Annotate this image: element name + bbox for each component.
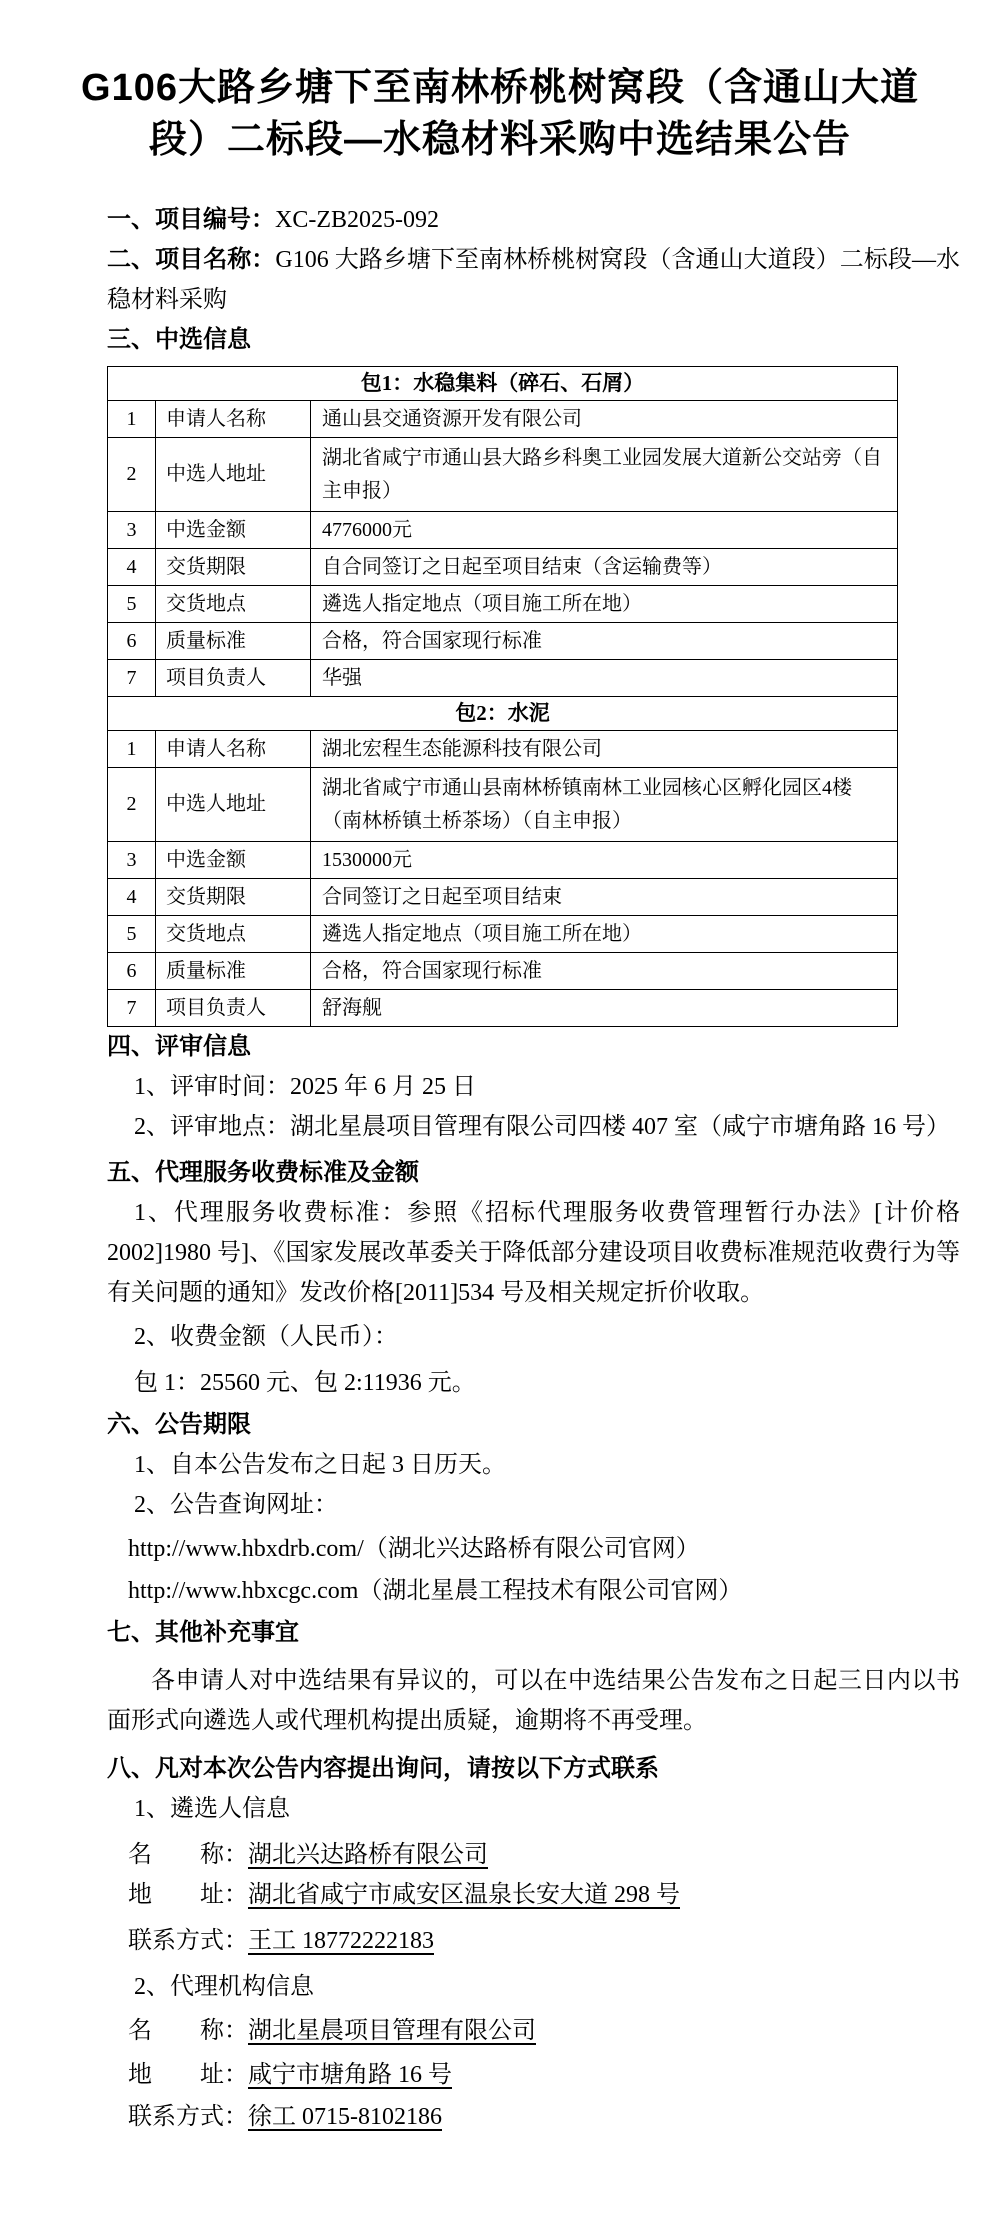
row-number: 6 <box>108 623 156 660</box>
package-2-title: 包2：水泥 <box>108 697 898 731</box>
package-2-header-row <box>108 697 898 731</box>
page-title-line-1: G106大路乡塘下至南林桥桃树窝段（含通山大道 <box>81 67 919 109</box>
row-label: 交货地点 <box>156 586 311 623</box>
notice-period-days-line: 1、自本公告发布之日起 3 日历天。 <box>134 1452 506 1478</box>
row-value: 舒海舰 <box>311 990 898 1027</box>
project-name-label: 二、项目名称： <box>107 246 276 273</box>
table-row <box>108 438 898 512</box>
agency-address-line <box>107 2055 960 2095</box>
row-label: 项目负责人 <box>156 990 311 1027</box>
row-value: 自合同签订之日起至项目结束（含运输费等） <box>311 549 898 586</box>
agency-name-label: 名 称： <box>128 2018 248 2044</box>
selector-phone-line <box>107 1921 960 1961</box>
selector-phone-value: 王工 18772222183 <box>248 1928 434 1954</box>
table-row <box>108 660 898 697</box>
review-place-line: 2、评审地点：湖北星晨项目管理有限公司四楼 407 室（咸宁市塘角路 16 号） <box>134 1114 950 1140</box>
section-heading-supplement: 七、其他补充事宜 <box>107 1619 299 1646</box>
table-row <box>108 768 898 842</box>
row-label: 质量标准 <box>156 953 311 990</box>
row-label: 交货期限 <box>156 549 311 586</box>
section-heading-agency-fee: 五、代理服务收费标准及金额 <box>107 1159 419 1186</box>
table-row <box>108 916 898 953</box>
row-number: 7 <box>108 990 156 1027</box>
row-value: 湖北省咸宁市通山县南林桥镇南林工业园核心区孵化园区4楼（南林桥镇土桥茶场）（自主申报） <box>311 768 898 842</box>
row-value: 合格，符合国家现行标准 <box>311 953 898 990</box>
agency-phone-value: 徐工 0715-8102186 <box>248 2104 442 2130</box>
section-heading-contact: 八、凡对本次公告内容提出询问，请按以下方式联系 <box>107 1755 659 1782</box>
supplement-paragraph: 各申请人对中选结果有异议的，可以在中选结果公告发布之日起三日内以书面形式向遴选人或代理机构提出质疑，逾期将不再受理。 <box>107 1668 960 1734</box>
row-number: 1 <box>108 401 156 438</box>
row-label: 交货地点 <box>156 916 311 953</box>
agency-name-line <box>107 2011 960 2051</box>
section-heading-selection-info: 三、中选信息 <box>107 326 251 353</box>
table-row <box>108 990 898 1027</box>
selector-address-label: 地 址： <box>128 1882 248 1908</box>
row-value: 华强 <box>311 660 898 697</box>
package-1-title: 包1：水稳集料（碎石、石屑） <box>108 367 898 401</box>
selector-name-line <box>107 1835 960 1875</box>
row-value: 合格，符合国家现行标准 <box>311 623 898 660</box>
page-title-line-2: 段）二标段—水稳材料采购中选结果公告 <box>148 119 851 161</box>
review-time-line: 1、评审时间：2025 年 6 月 25 日 <box>134 1074 476 1100</box>
row-number: 3 <box>108 512 156 549</box>
agency-address-label: 地 址： <box>128 2062 248 2088</box>
row-label: 中选人地址 <box>156 438 311 512</box>
selector-name-label: 名 称： <box>128 1842 248 1868</box>
project-name-line <box>107 240 960 320</box>
row-number: 4 <box>108 549 156 586</box>
project-number-value: XC-ZB2025-092 <box>275 207 439 233</box>
selection-table <box>107 366 898 1027</box>
selector-address-line <box>107 1875 960 1915</box>
table-row <box>108 549 898 586</box>
row-value: 遴选人指定地点（项目施工所在地） <box>311 916 898 953</box>
row-label: 质量标准 <box>156 623 311 660</box>
table-row <box>108 401 898 438</box>
row-value: 遴选人指定地点（项目施工所在地） <box>311 586 898 623</box>
row-number: 7 <box>108 660 156 697</box>
table-row <box>108 623 898 660</box>
fee-amount-label-line: 2、收费金额（人民币）： <box>134 1324 398 1350</box>
row-label: 中选金额 <box>156 512 311 549</box>
row-label: 交货期限 <box>156 879 311 916</box>
table-row <box>108 731 898 768</box>
notice-query-label-line: 2、公告查询网址： <box>134 1492 338 1518</box>
row-number: 5 <box>108 916 156 953</box>
notice-url-hbxcgc: http://www.hbxcgc.com（湖北星晨工程技术有限公司官网） <box>128 1578 743 1604</box>
row-number: 5 <box>108 586 156 623</box>
row-number: 2 <box>108 768 156 842</box>
project-number-line <box>107 200 960 240</box>
selector-info-title: 1、遴选人信息 <box>134 1796 290 1822</box>
project-name-value: G106 大路乡塘下至南林桥桃树窝段（含通山大道段）二标段—水稳材料采购 <box>107 247 960 313</box>
selector-address-value: 湖北省咸宁市咸安区温泉长安大道 298 号 <box>248 1882 680 1908</box>
agency-phone-label: 联系方式： <box>128 2104 248 2130</box>
row-value: 合同签订之日起至项目结束 <box>311 879 898 916</box>
row-label: 申请人名称 <box>156 731 311 768</box>
row-number: 4 <box>108 879 156 916</box>
row-number: 6 <box>108 953 156 990</box>
selector-phone-label: 联系方式： <box>128 1928 248 1954</box>
agency-address-value: 咸宁市塘角路 16 号 <box>248 2062 452 2088</box>
row-value: 通山县交通资源开发有限公司 <box>311 401 898 438</box>
page-title <box>0 62 1000 166</box>
fee-amount-value-line: 包 1：25560 元、包 2:11936 元。 <box>134 1370 476 1396</box>
announcement-document <box>0 62 1000 2137</box>
row-label: 中选人地址 <box>156 768 311 842</box>
section-heading-notice-period: 六、公告期限 <box>107 1411 251 1438</box>
agency-phone-line <box>107 2097 960 2137</box>
row-label: 项目负责人 <box>156 660 311 697</box>
row-value: 湖北省咸宁市通山县大路乡科奥工业园发展大道新公交站旁（自主申报） <box>311 438 898 512</box>
table-row <box>108 586 898 623</box>
row-label: 申请人名称 <box>156 401 311 438</box>
notice-url-hbxdrb: http://www.hbxdrb.com/（湖北兴达路桥有限公司官网） <box>128 1536 700 1562</box>
agency-info-title: 2、代理机构信息 <box>134 1974 314 2000</box>
fee-standard-paragraph: 1、代理服务收费标准：参照《招标代理服务收费管理暂行办法》[计价格 2002]1980 号]、《国家发展改革委关于降低部分建设项目收费标准规范收费行为等有关问题的通知》发改价格[2011]534 号及相关规定折价收取。 <box>107 1200 960 1306</box>
row-value: 4776000元 <box>311 512 898 549</box>
table-row <box>108 953 898 990</box>
project-number-label: 一、项目编号： <box>107 206 275 233</box>
table-row <box>108 842 898 879</box>
row-number: 1 <box>108 731 156 768</box>
document-body <box>107 200 960 2137</box>
row-value: 1530000元 <box>311 842 898 879</box>
table-row <box>108 512 898 549</box>
package-1-header-row <box>108 367 898 401</box>
agency-name-value: 湖北星晨项目管理有限公司 <box>248 2018 536 2044</box>
row-number: 2 <box>108 438 156 512</box>
section-heading-review-info: 四、评审信息 <box>107 1033 251 1060</box>
selector-name-value: 湖北兴达路桥有限公司 <box>248 1842 488 1868</box>
row-value: 湖北宏程生态能源科技有限公司 <box>311 731 898 768</box>
row-label: 中选金额 <box>156 842 311 879</box>
table-row <box>108 879 898 916</box>
row-number: 3 <box>108 842 156 879</box>
